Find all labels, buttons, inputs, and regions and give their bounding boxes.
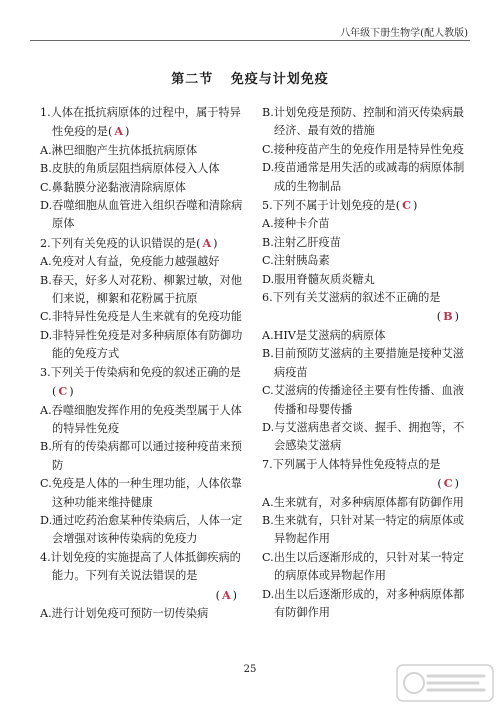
watermark-logo-icon (396, 664, 494, 702)
question-stem: 2.下列有关免疫的认识错误的是( A ) (40, 235, 218, 250)
option: D.通过吃药治愈某种传染病后，人体一定会增强对该种传染病的免疫力 (40, 513, 243, 546)
question-stem: 4.计划免疫的实施提高了人体抵御疾病的能力。下列有关说法错误的是 (40, 550, 241, 583)
page-number: 25 (243, 664, 257, 675)
question-stem: 7.下列属于人体特异性免疫特点的是 (262, 457, 441, 471)
question-5 (262, 196, 467, 289)
option: D.吞噬细胞从血管进入组织吞噬和清除病原体 (40, 199, 243, 231)
answer-line: ( C ) (437, 476, 459, 491)
question-4-continued (262, 104, 467, 196)
option: A.HIV是艾滋病的病原体 (262, 328, 386, 342)
header-rule (30, 40, 470, 41)
option: A.进行计划免疫可预防一切传染病 (40, 606, 209, 620)
section-number: 第二节 (171, 72, 214, 87)
question-stem: 6.下列有关艾滋病的叙述不正确的是 (262, 291, 441, 305)
question-stem: 1.人体在抵抗病原体的过程中，属于特异性免疫的是( A ) (40, 106, 241, 139)
option: A.生来就有，对多种病原体都有防御作用 (262, 495, 464, 509)
option: A.淋巴细胞产生抗体抵抗病原体 (40, 143, 198, 157)
answer-mark: C (58, 384, 68, 399)
right-column (262, 104, 467, 622)
option: A.免疫对人有益，免疫能力越强越好 (40, 255, 220, 269)
option: B.生来就有，只针对某一特定的病原体或异物起作用 (262, 513, 464, 546)
question-2 (40, 234, 245, 364)
option: D.与艾滋病患者交谈、握手、拥抱等，不会感染艾滋病 (262, 420, 465, 453)
section-title (0, 68, 500, 87)
option: C.出生以后逐渐形成的，只针对某一特定的病原体或异物起作用 (262, 550, 464, 583)
option: B.所有的传染病都可以通过接种疫苗来预防 (40, 440, 242, 472)
answer-mark: A (114, 124, 123, 139)
option: B.春天，好多人对花粉、柳絮过敏，对他们来说，柳絮和花粉属于抗原 (40, 273, 242, 306)
answer-line: ( B ) (436, 309, 459, 324)
option: C.非特异性免疫是人生来就有的免疫功能 (40, 310, 242, 324)
answer-line: ( A ) (215, 587, 237, 602)
answer-mark: A (202, 235, 212, 250)
option: C.鼻黏膜分泌黏液清除病原体 (40, 180, 186, 194)
answer-mark: C (443, 476, 453, 491)
option: C.注射胰岛素 (262, 254, 330, 268)
option: C.免疫是人体的一种生理功能，人体依靠这种功能来维持健康 (40, 477, 242, 509)
question-7 (262, 456, 467, 623)
question-1 (40, 104, 245, 234)
option: A.接种卡介苗 (262, 217, 330, 231)
option: A.吞噬细胞发挥作用的免疫类型属于人体的特异性免疫 (40, 403, 242, 435)
option: B.计划免疫是预防、控制和消灭传染病最经济、最有效的措施 (262, 106, 464, 138)
question-3 (40, 364, 245, 549)
book-title: 八年级下册生物学(配人教版) (340, 28, 468, 39)
option: D.出生以后逐渐形成的，对多种病原体都有防御作用 (262, 587, 465, 619)
question-6 (262, 289, 467, 456)
question-stem: 3.下列关于传染病和免疫的叙述正确的是( C ) (40, 365, 241, 399)
section-name: 免疫与计划免疫 (230, 72, 329, 87)
question-4 (40, 549, 245, 624)
answer-mark: A (221, 587, 231, 602)
option: B.目前预防艾滋病的主要措施是接种艾滋病疫苗 (262, 347, 464, 379)
answer-mark: C (402, 198, 412, 213)
option: B.皮肤的角质层阻挡病原体侵入人体 (40, 162, 220, 176)
question-stem: 5.下列不属于计划免疫的是( C ) (262, 198, 418, 213)
option: C.艾滋病的传播途径主要有性传播、血液传播和母婴传播 (262, 384, 464, 416)
option: C.接种疫苗产生的免疫作用是特异性免疫 (262, 142, 464, 156)
left-column (40, 104, 245, 623)
option: D.疫苗通常是用失活的或减毒的病原体制成的生物制品 (262, 161, 465, 193)
option: D.服用脊髓灰质炎糖丸 (262, 272, 375, 286)
answer-mark: B (443, 309, 453, 324)
option: B.注射乙肝疫苗 (262, 235, 341, 249)
option: D.非特异性免疫是对多种病原体有防御功能的免疫方式 (40, 328, 243, 361)
